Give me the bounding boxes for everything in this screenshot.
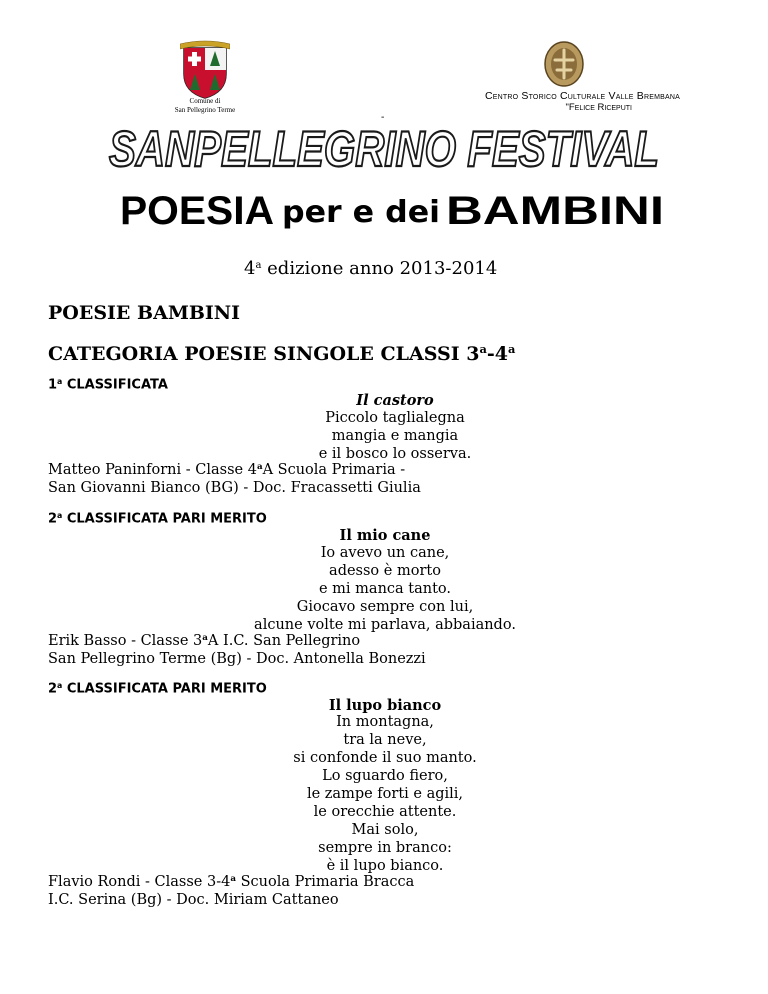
poem-line: e il bosco lo osserva.: [318, 446, 472, 462]
poem-line: alcune volte mi parlava, abbaiando.: [254, 617, 516, 633]
svg-text:per e dei: per e dei: [282, 195, 440, 230]
poem-title: Il lupo bianco: [328, 697, 442, 714]
centro-storico-subtitle: "Felice Riceputi: [565, 102, 632, 113]
author-credit: Matteo Paninforni - Classe 4$^a$A Scuola Primaria -: [48, 462, 406, 479]
comune-name: San Pellegrino Terme: [174, 106, 236, 114]
poem-line: adesso è morto: [329, 563, 441, 579]
centro-storico-emblem-logo: [543, 40, 585, 88]
poem-line: le zampe forti e agili,: [306, 786, 464, 802]
author-credit: Erik Basso - Classe 3$^a$A I.C. San Pellegrino: [48, 633, 361, 650]
poem-line: sempre in branco:: [318, 840, 452, 856]
poem-line: mangia e mangia: [331, 428, 459, 444]
poem-title: Il mio cane: [339, 527, 431, 544]
poem-title: Il castoro: [356, 392, 434, 409]
author-credit: Flavio Rondi - Classe 3-4$^a$ Scuola Primaria Bracca: [48, 874, 415, 891]
school-credit: San Giovanni Bianco (BG) - Doc. Fracassetti Giulia: [48, 480, 421, 496]
section-title: POESIE BAMBINI: [48, 302, 241, 324]
comune-label: Comune di: [189, 97, 221, 105]
poem-line: Giocavo sempre con lui,: [296, 599, 474, 615]
poem-line: Mai solo,: [351, 822, 419, 838]
edition-line: 4$^a$ edizione anno 2013-2014: [244, 258, 498, 279]
poesia-banner-title: [0, 182, 768, 234]
header-dash: -: [381, 112, 385, 123]
poem-line: e mi manca tanto.: [318, 581, 451, 597]
entry-rank: 2$^a$ CLASSIFICATA PARI MERITO: [48, 681, 267, 697]
festival-title: [0, 118, 768, 178]
poem-line: Lo sguardo fiero,: [322, 768, 448, 784]
poem-line: Io avevo un cane,: [320, 545, 450, 561]
category-title: CATEGORIA POESIE SINGOLE CLASSI 3$^a$-4$^a$: [48, 342, 516, 365]
poem-line: Piccolo taglialegna: [325, 410, 465, 426]
school-credit: San Pellegrino Terme (Bg) - Doc. Antonella Bonezzi: [48, 651, 426, 667]
svg-text:BAMBINI: BAMBINI: [446, 189, 664, 233]
coat-of-arms-logo: [180, 40, 230, 100]
svg-text:SANPELLEGRINO FESTIVAL: SANPELLEGRINO FESTIVAL: [109, 121, 659, 177]
poem-line: è il lupo bianco.: [326, 858, 444, 874]
entry-rank: 1$^a$ CLASSIFICATA: [48, 377, 168, 393]
poem-line: tra la neve,: [343, 732, 427, 748]
poem-line: le orecchie attente.: [313, 804, 457, 820]
poem-line: In montagna,: [336, 714, 434, 730]
school-credit: I.C. Serina (Bg) - Doc. Miriam Cattaneo: [48, 892, 339, 908]
entry-rank: 2$^a$ CLASSIFICATA PARI MERITO: [48, 511, 267, 527]
svg-text:POESIA: POESIA: [120, 189, 274, 233]
poem-line: si confonde il suo manto.: [293, 750, 477, 766]
centro-storico-name: Centro Storico Culturale Valle Brembana: [484, 90, 680, 102]
